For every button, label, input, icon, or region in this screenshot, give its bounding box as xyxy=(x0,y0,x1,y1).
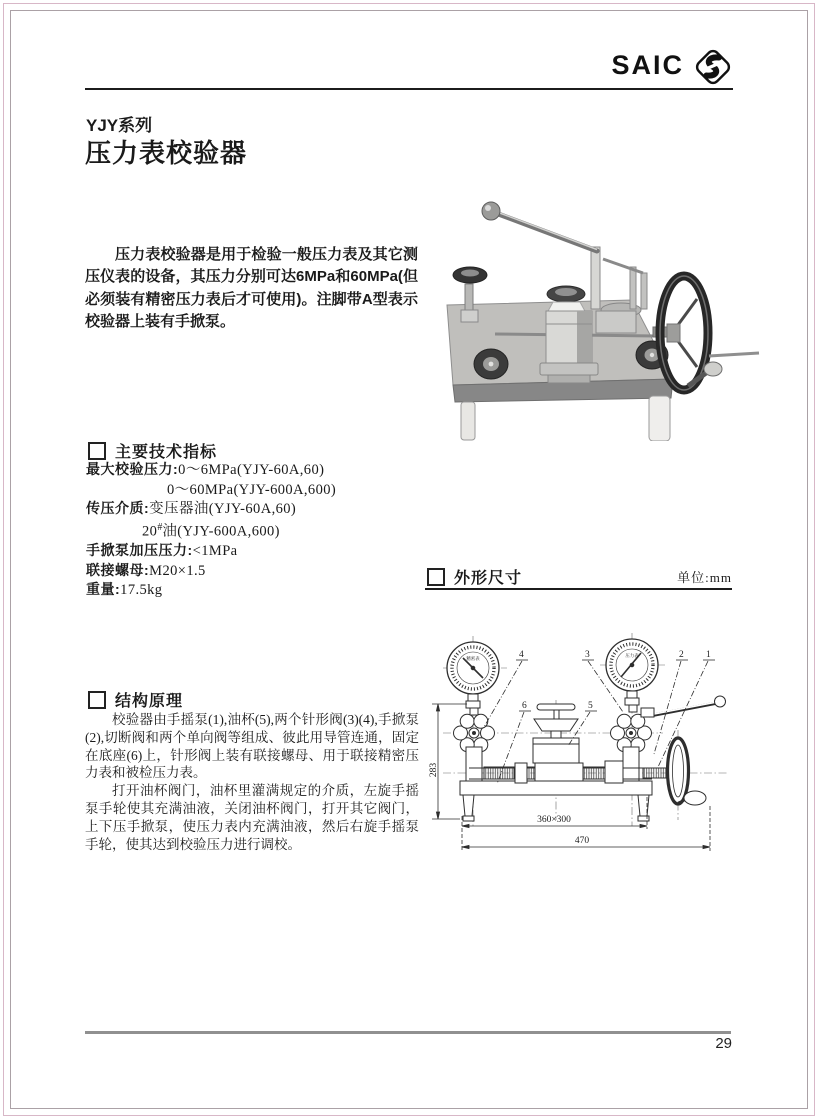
brand-wordmark: SAIC xyxy=(611,50,684,80)
product-photo xyxy=(425,183,763,441)
specs-section-head xyxy=(88,439,217,462)
callout-3: 3 xyxy=(585,650,590,660)
principle-section-head xyxy=(88,688,183,711)
spec-row: 传压介质:变压器油(YJY-60A,60) xyxy=(86,500,297,518)
dim-base-label: 360×300 xyxy=(537,815,571,825)
series-title: YJY系列 xyxy=(86,116,153,135)
intro-paragraph: 压力表校验器是用于检验一般压力表及其它测压仪表的设备，其压力分别可达6MPa和60MPa(但必须装有精密压力表后才可使用)。注脚带A型表示校验器上装有手掀泵。 xyxy=(85,246,418,331)
header-rule xyxy=(85,88,733,90)
principle-paragraph-1: 校验器由手摇泵(1),油杯(5),两个针形阀(3)(4),手掀泵(2),切断阀和两个单向阀等组成、彼此用导管连通，固定在底座(6)上，针形阀上装有联接螺母、用于联接精密压力表和被检压力表。 xyxy=(85,712,419,781)
dims-section-head xyxy=(427,565,732,588)
spec-row: 手掀泵加压压力:<1MPa xyxy=(86,542,238,560)
specs-heading: 主要技术指标 xyxy=(115,444,218,461)
saic-logo-icon xyxy=(691,45,735,89)
callout-1: 1 xyxy=(706,650,711,660)
callout-5: 5 xyxy=(588,701,593,711)
page-title: 压力表校验器 xyxy=(85,138,248,168)
callout-6: 6 xyxy=(522,701,527,711)
specs-list xyxy=(86,460,421,600)
principle-heading: 结构原理 xyxy=(115,693,184,710)
footer-rule xyxy=(85,1031,731,1034)
spec-row: 0～60MPa(YJY-600A,600) xyxy=(167,481,337,498)
dimension-drawing xyxy=(427,620,799,868)
gauge-left-label: 精密表 xyxy=(466,656,480,661)
dims-heading: 外形尺寸 xyxy=(454,570,523,587)
dim-height-label: 283 xyxy=(429,762,439,778)
principle-paragraph-2: 打开油杯阀门，油杯里灌满规定的介质，左旋手摇泵手轮使其充满油液，关闭油杯阀门，打开其它阀门，上下压手掀泵，使压力表内充满油液，然后右旋手摇泵手轮，使其达到校验压力进行调校。 xyxy=(85,783,419,852)
callout-4: 4 xyxy=(519,650,524,660)
principle-body xyxy=(85,711,419,853)
section-marker-icon xyxy=(427,568,445,586)
spec-row: 最大校验压力:0～6MPa(YJY-60A,60) xyxy=(86,461,325,478)
gauge-right-label: 压力表 xyxy=(625,653,639,658)
spec-row: 重量:17.5kg xyxy=(86,581,163,599)
section-marker-icon xyxy=(88,691,106,709)
page-number: 29 xyxy=(715,1035,732,1052)
section-marker-icon xyxy=(88,442,106,460)
dim-length-label: 470 xyxy=(574,836,590,846)
callout-2: 2 xyxy=(679,650,684,660)
spec-row: 20#油(YJY-600A,600) xyxy=(142,521,280,540)
dims-unit: 单位:mm xyxy=(677,570,732,585)
spec-row: 联接螺母:M20×1.5 xyxy=(86,561,206,579)
dims-rule xyxy=(425,588,732,590)
